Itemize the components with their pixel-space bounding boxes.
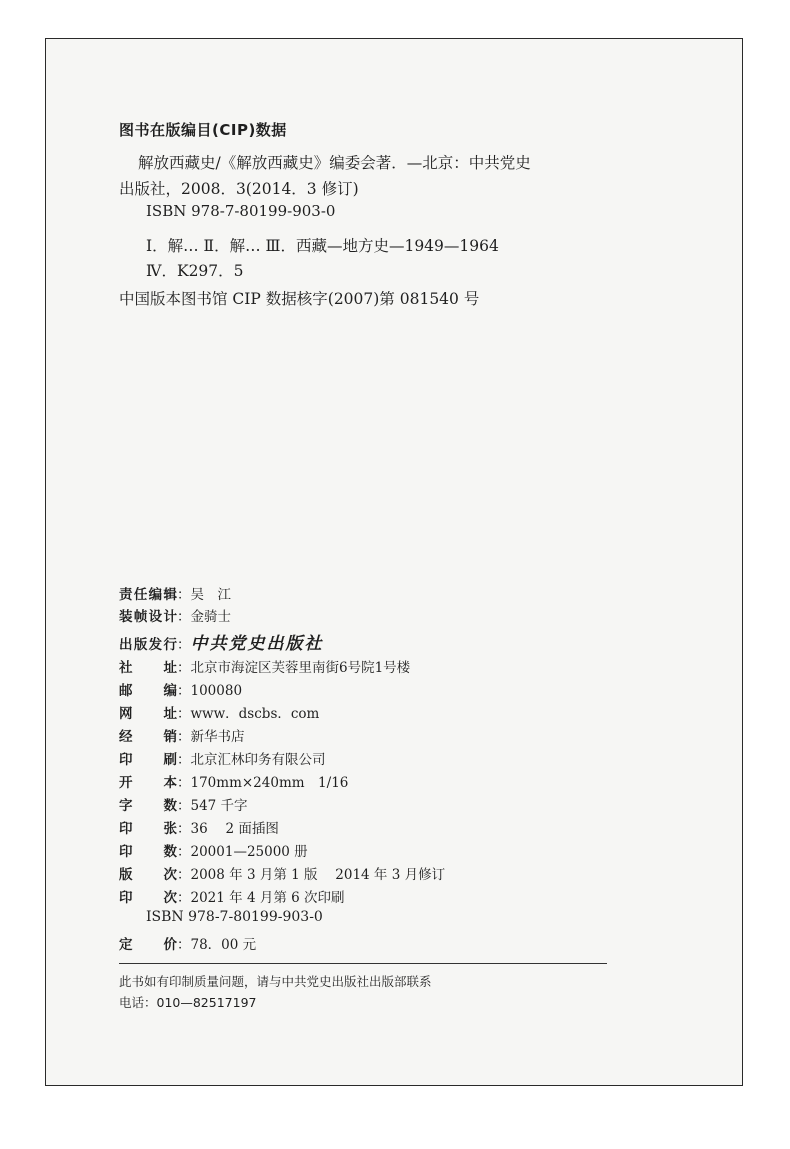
cip-subjects: Ⅰ．解… Ⅱ．解… Ⅲ．西藏—地方史—1949—1964 (146, 237, 499, 255)
detail-label: 社址 (119, 660, 177, 676)
detail-label: 字数 (119, 798, 177, 814)
detail-row (119, 817, 279, 837)
detail-value: ：2021 年 4 月第 6 次印刷 (177, 890, 345, 906)
detail-row (119, 886, 345, 906)
detail-label: 开本 (119, 775, 177, 791)
detail-value: ：100080 (177, 683, 243, 699)
price-value: ：78．00 元 (177, 937, 257, 953)
contact-phone: 电话：010—82517197 (119, 995, 257, 1010)
detail-label: 印数 (119, 844, 177, 860)
editor-label: 责任编辑 (119, 587, 177, 603)
detail-row (119, 725, 245, 745)
detail-label: 网址 (119, 706, 177, 722)
detail-label: 经销 (119, 729, 177, 745)
publisher-label: 出版发行 (119, 637, 177, 653)
detail-label: 印次 (119, 890, 177, 906)
detail-row (119, 702, 319, 722)
isbn-repeat: ISBN 978-7-80199-903-0 (146, 909, 323, 925)
publisher-logo: 中共党史出版社 (190, 634, 324, 654)
detail-label: 版次 (119, 867, 177, 883)
detail-row (119, 679, 242, 699)
detail-value: ：北京汇林印务有限公司 (177, 752, 326, 768)
designer-label: 装帧设计 (119, 609, 177, 625)
detail-value: ：新华书店 (177, 729, 245, 745)
detail-label: 邮编 (119, 683, 177, 699)
cip-verification: 中国版本图书馆 CIP 数据核字(2007)第 081540 号 (119, 290, 480, 308)
quality-notice: 此书如有印制质量问题，请与中共党史出版社出版部联系 (119, 974, 432, 989)
detail-value: ：547 千字 (177, 798, 248, 814)
publisher-sep: ： (177, 637, 191, 653)
editor-row (119, 583, 231, 603)
detail-value: ：北京市海淀区芙蓉里南街6号院1号楼 (177, 660, 411, 676)
detail-row (119, 656, 410, 676)
detail-value: ：36 2 面插图 (177, 821, 279, 837)
cip-heading: 图书在版编目(CIP)数据 (119, 121, 287, 139)
footer-divider (119, 963, 607, 964)
designer-value: ：金骑士 (177, 609, 231, 625)
price-label: 定价 (119, 937, 177, 953)
cip-publisher-line: 出版社，2008．3(2014．3 修订) (119, 180, 359, 198)
cip-isbn: ISBN 978-7-80199-903-0 (146, 202, 336, 220)
detail-label: 印张 (119, 821, 177, 837)
detail-row (119, 840, 308, 860)
price-row (119, 933, 256, 953)
designer-row (119, 605, 231, 625)
detail-value: ：2008 年 3 月第 1 版 2014 年 3 月修订 (177, 867, 446, 883)
detail-label: 印刷 (119, 752, 177, 768)
publisher-row (119, 629, 324, 654)
detail-row (119, 863, 445, 883)
detail-row (119, 771, 348, 791)
cip-classification: Ⅳ．K297．5 (146, 262, 244, 280)
detail-value: ：170mm×240mm 1/16 (177, 775, 349, 791)
cip-title-line: 解放西藏史/《解放西藏史》编委会著．—北京：中共党史 (138, 154, 531, 172)
detail-row (119, 748, 326, 768)
editor-value: ：吴 江 (177, 587, 231, 603)
detail-value: ：20001—25000 册 (177, 844, 308, 860)
copyright-page (45, 38, 743, 1086)
detail-value: ：www．dscbs．com (177, 706, 320, 722)
detail-row (119, 794, 248, 814)
